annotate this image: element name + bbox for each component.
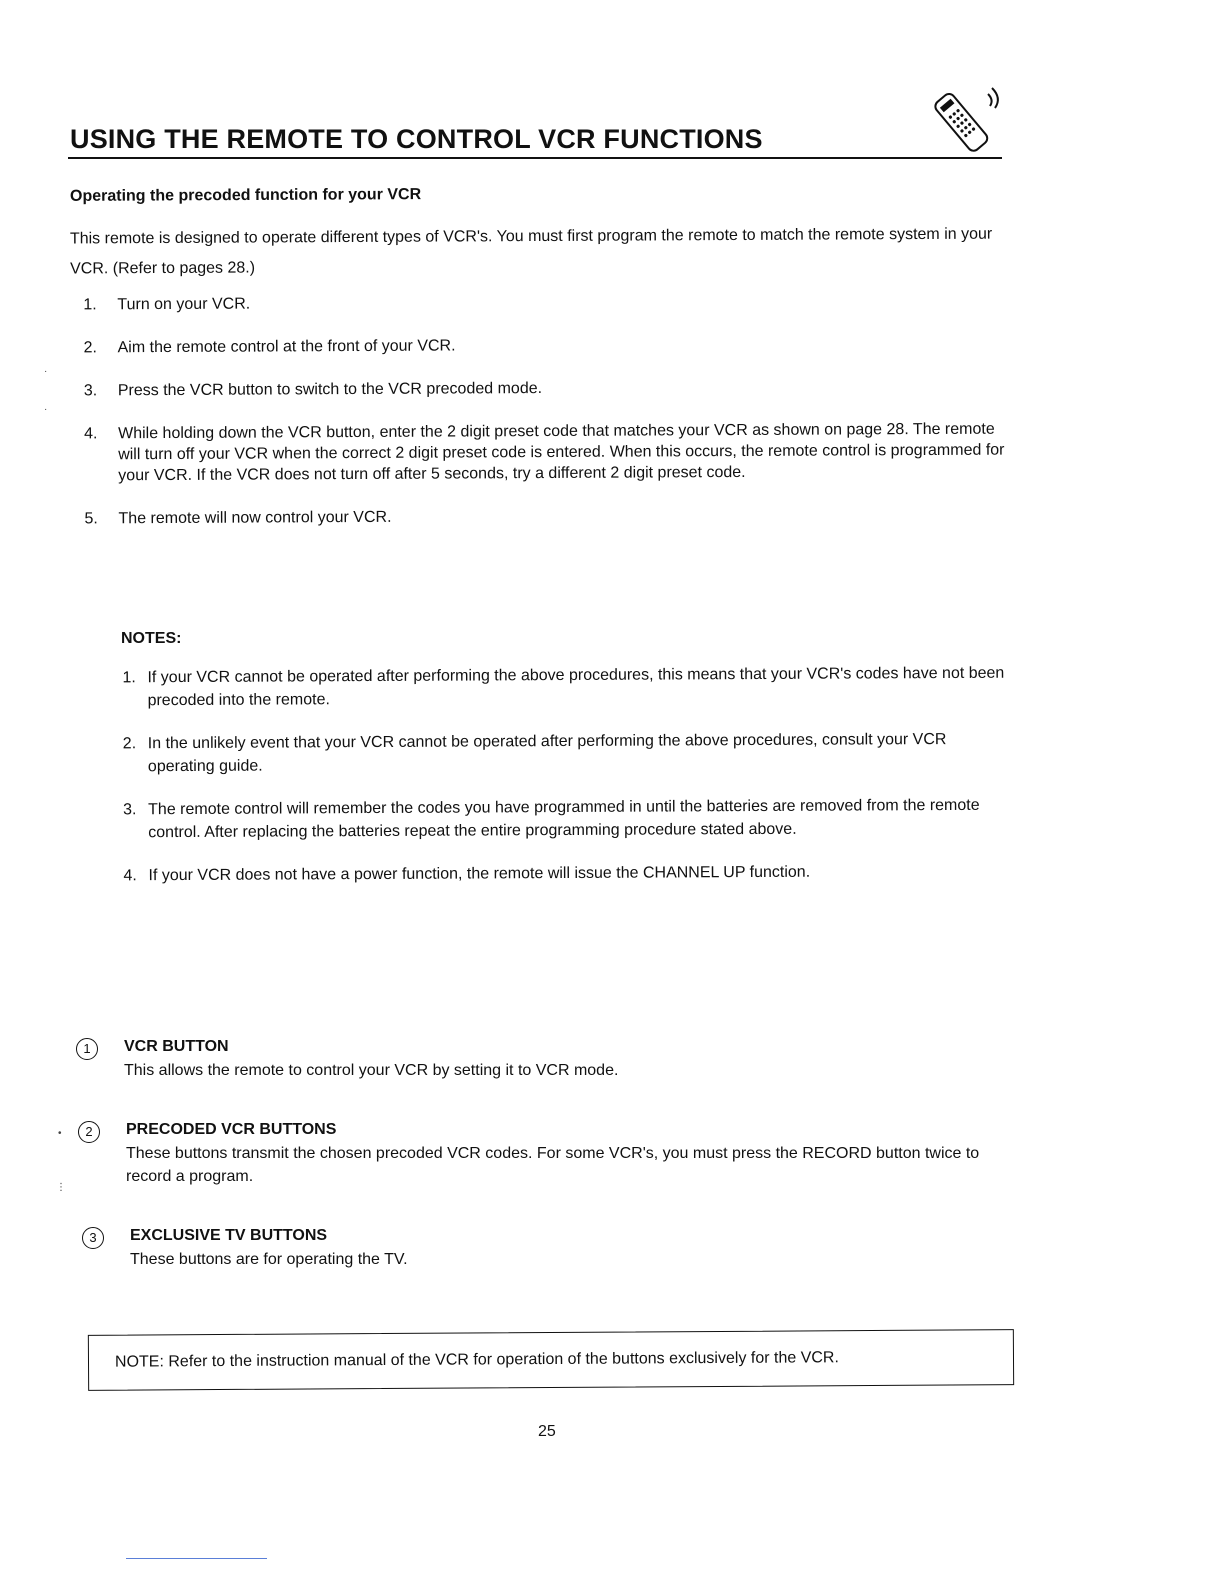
note-box [88,1329,1014,1391]
callout-text: These buttons transmit the chosen precoded VCR codes. For some VCR's, you must press the RECORD button twice to record a program. [126,1145,980,1185]
scan-mark-line [126,1558,267,1559]
section-subheading: Operating the precoded function for your VCR [69,186,422,205]
page-title: USING THE REMOTE TO CONTROL VCR FUNCTIONS [70,124,763,154]
notes-list [120,662,1011,908]
list-item: 2. Aim the remote control at the front of your VCR. [83,337,456,357]
scan-speck: · [44,366,48,377]
list-item: 1. Turn on your VCR. [83,295,251,314]
note-box-text: NOTE: Refer to the instruction manual of the VCR for operation of the buttons exclusively for the VCR. [114,1349,839,1371]
title-underline [68,157,1002,159]
scan-speck: · [44,404,48,415]
list-item: 3. Press the VCR button to switch to the VCR precoded mode. [83,380,543,400]
list-item: 1. If your VCR cannot be operated after performing the above procedures, this means that your VCR's codes have not been precoded into the remote. [122,664,1005,710]
callout-title: VCR BUTTON [124,1038,229,1055]
page-number: 25 [538,1423,556,1440]
scan-speck: • [58,1128,62,1139]
list-item: 3. The remote control will remember the codes you have programmed in until the batteries are removed from the remote control. After replacing the batteries repeat the entire programming procedure stated above. [123,796,980,842]
callout-title: EXCLUSIVE TV BUTTONS [130,1227,328,1244]
remote-control-icon [922,80,1006,160]
callout-number-badge: 3 [82,1227,104,1249]
steps-list [81,290,1012,552]
callout-text: These buttons are for operating the TV. [130,1251,408,1268]
list-item: 5. The remote will now control your VCR. [84,508,392,528]
notes-heading: NOTES: [121,630,182,647]
callout-number-badge: 1 [76,1038,98,1060]
intro-paragraph: This remote is designed to operate different types of VCR's. You must first program the remote to match the remote system in your VCR. (Refer to pages 28.) [69,225,993,278]
list-item: 4. If your VCR does not have a power function, the remote will issue the CHANNEL UP function. [123,863,811,885]
scan-speck: ⋮ [56,1182,66,1193]
callout-title: PRECODED VCR BUTTONS [126,1121,337,1138]
list-item: 4. While holding down the VCR button, enter the 2 digit preset code that matches your VCR as shown on page 28. The remote will turn off your VCR when the correct 2 digit preset code is entered. When this occurs, the remote control is programmed for your VCR. If the VCR does not turn off after 5 seconds, try a different 2 digit preset code. [84,420,1005,485]
callout-text: This allows the remote to control your VCR by setting it to VCR mode. [124,1062,619,1079]
list-item: 2. In the unlikely event that your VCR cannot be operated after performing the above procedures, consult your VCR operating guide. [122,731,947,776]
callout-number-badge: 2 [78,1121,100,1143]
